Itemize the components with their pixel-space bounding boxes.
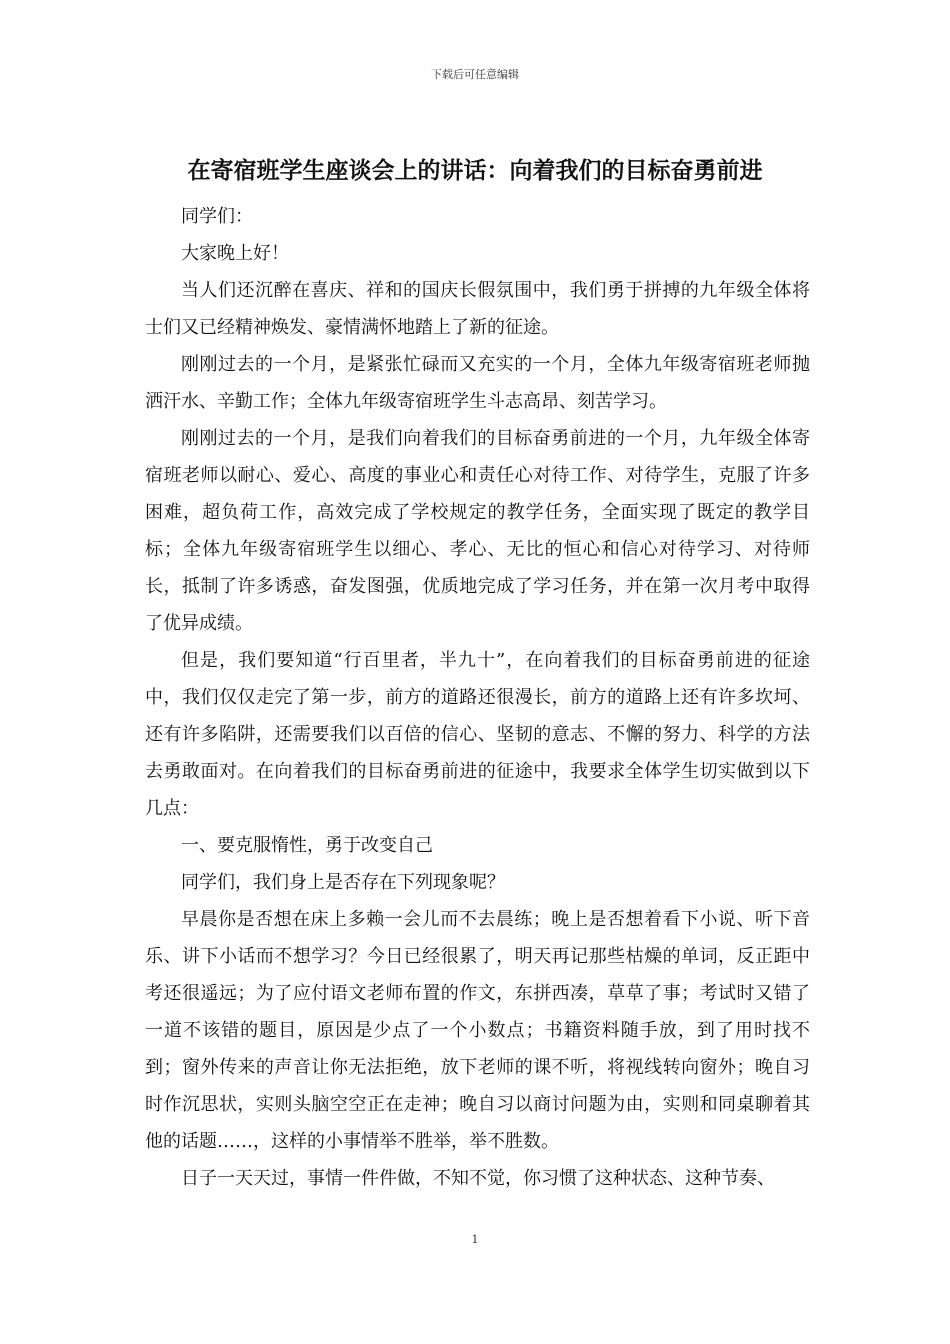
document-title: 在寄宿班学生座谈会上的讲话：向着我们的目标奋勇前进 (187, 157, 763, 184)
paragraph-greeting: 大家晚上好！ (181, 243, 289, 264)
paragraph: 但是，我们要知道“行百里者，半九十”，在向着我们的目标奋勇前进的征途中，我们仅仅走完了第一步，前方的道路还很漫长，前方的道路上还有许多坎坷、还有许多陷阱，还需要我们以百倍的信心、坚韧的意志、不懈的努力、科学的方法去勇敢面对。在向着我们的目标奋勇前进的征途中，我要求全体学生切实做到以下几点： (145, 650, 810, 819)
paragraph: 当人们还沉醉在喜庆、祥和的国庆长假氛围中，我们勇于拼搏的九年级全体将士们又已经精神焕发、豪情满怀地踏上了新的征途。 (145, 280, 810, 338)
paragraph: 刚刚过去的一个月，是我们向着我们的目标奋勇前进的一个月，九年级全体寄宿班老师以耐心、爱心、高度的事业心和责任心对待工作、对待学生，克服了许多困难，超负荷工作，高效完成了学校规定的教学任务，全面实现了既定的教学目标；全体九年级寄宿班学生以细心、孝心、无比的恒心和信心对待学习、对待师长，抵制了许多诱惑，奋发图强，优质地完成了学习任务，并在第一次月考中取得了优异成绩。 (145, 428, 810, 634)
paragraph: 日子一天天过，事情一件件做，不知不觉，你习惯了这种状态、这种节奏、 (181, 1168, 775, 1189)
paragraph-salutation: 同学们： (181, 206, 253, 227)
paragraph: 刚刚过去的一个月，是紧张忙碌而又充实的一个月，全体九年级寄宿班老师抛洒汗水、辛勤工作；全体九年级寄宿班学生斗志高昂、刻苦学习。 (145, 354, 810, 412)
section-heading: 一、要克服惰性，勇于改变自己 (181, 835, 433, 856)
paragraph: 同学们，我们身上是否存在下列现象呢？ (181, 872, 505, 893)
header-note: 下载后可任意编辑 (431, 68, 519, 81)
page-number: 1 (471, 1233, 479, 1246)
document-body (145, 198, 810, 1197)
paragraph: 早晨你是否想在床上多赖一会儿而不去晨练；晚上是否想着看下小说、听下音乐、讲下小话而不想学习？今日已经很累了，明天再记那些枯燥的单词，反正距中考还很遥远；为了应付语文老师布置的作文，东拼西凑，草草了事；考试时又错了一道不该错的题目，原因是少点了一个小数点；书籍资料随手放，到了用时找不到；窗外传来的声音让你无法拒绝，放下老师的课不听，将视线转向窗外；晚自习时作沉思状，实则头脑空空正在走神；晚自习以商讨问题为由，实则和同桌聊着其他的话题……，这样的小事情举不胜举，举不胜数。 (145, 909, 810, 1152)
